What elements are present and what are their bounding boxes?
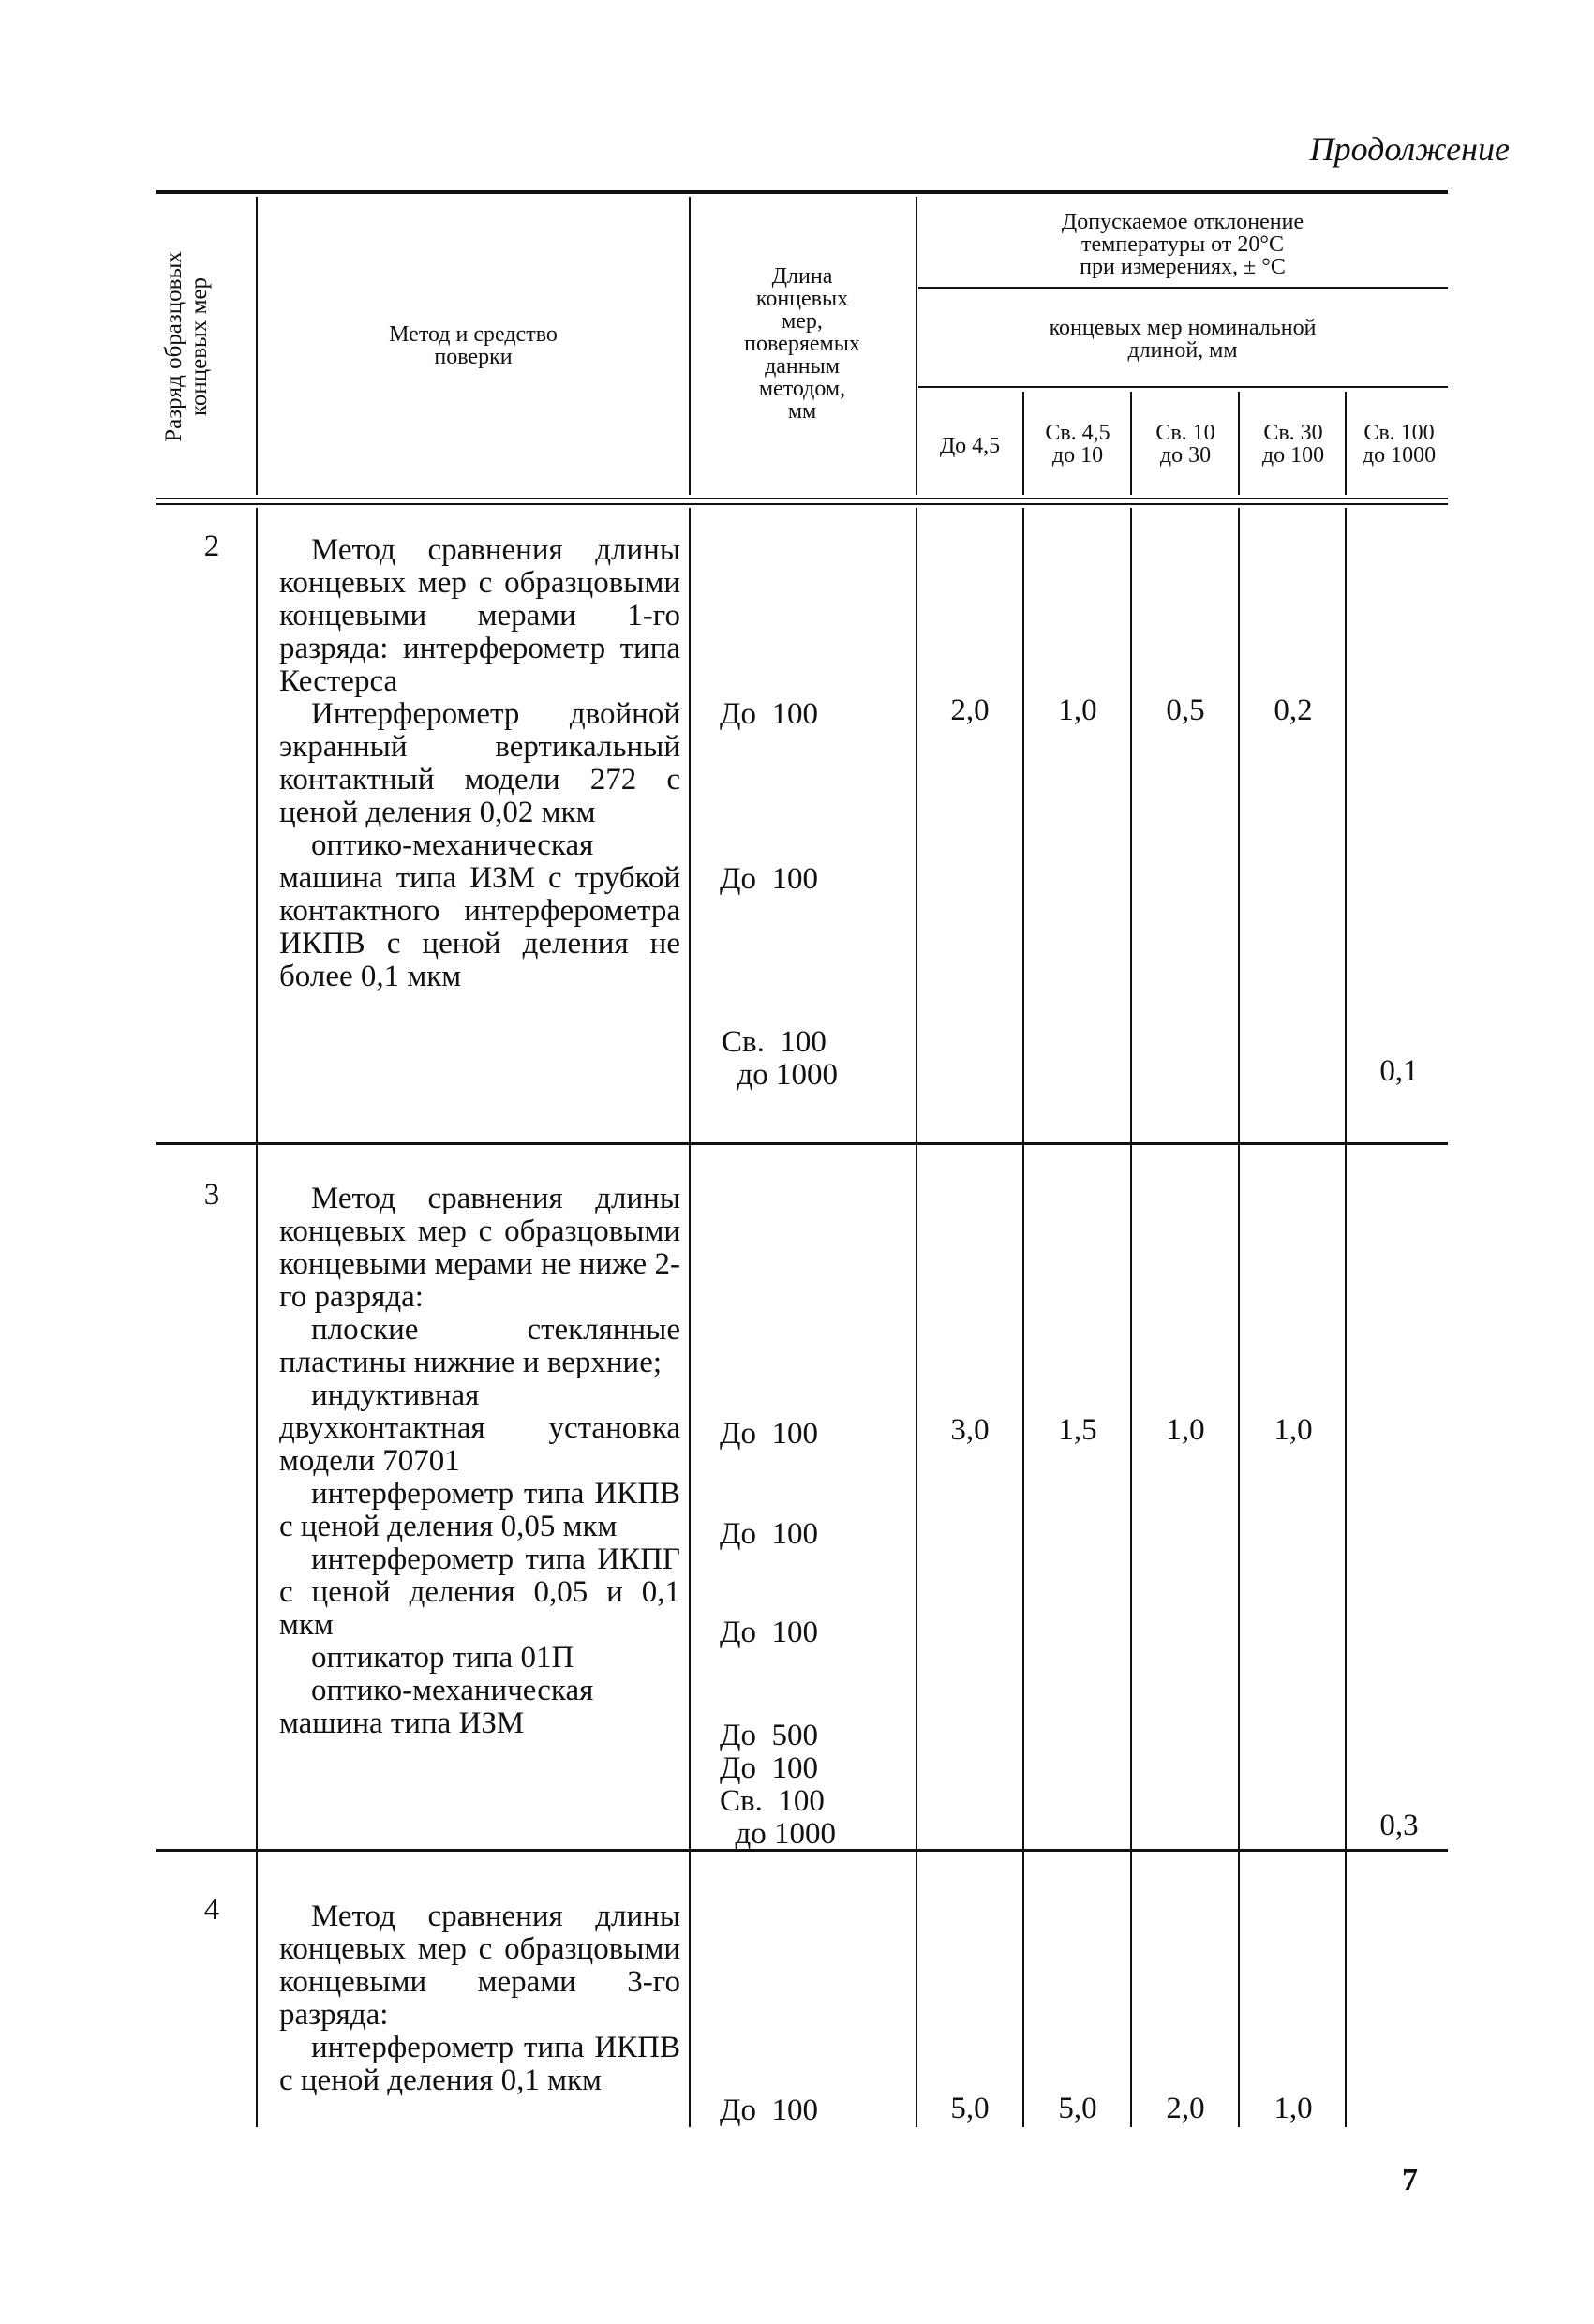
header-bottom-rule-a [156, 498, 1448, 499]
row-1-length-3: Св. 100 до 1000 [722, 1025, 839, 1092]
col-rule-1-body [256, 508, 258, 2127]
header-range-2: Св. 4,5 до 10 [1045, 421, 1110, 468]
row-3-method-p1: Метод сравнения длины концевых мер с образцовыми концевыми мерами 3-го разряда: [279, 1899, 680, 2032]
page-number: 7 [1402, 2163, 1418, 2197]
col-rule-3-header [916, 197, 917, 495]
header-range-3: Св. 10 до 30 [1155, 421, 1215, 468]
col-rule-2-body [689, 508, 691, 2127]
col-rule-2-header [689, 197, 691, 495]
row-2-method-p2: плоские стеклянные пластины нижние и верхние; [279, 1313, 680, 1379]
header-range-4: Св. 30 до 100 [1261, 421, 1325, 468]
row-1-method-p3: оптико-механическая машина типа ИЗМ с трубкой контактного интерферометра ИКПВ с ценой деления не более 0,1 мкм [279, 828, 680, 993]
row-3-value-4: 1,0 [1274, 2092, 1313, 2125]
row-2-value-5: 0,3 [1379, 1809, 1419, 1842]
subheader-rule-1 [918, 287, 1448, 289]
header-method: Метод и средство поверки [389, 322, 558, 369]
row-3-rank: 4 [203, 1893, 220, 1927]
page-heading: Продолжение [1309, 130, 1510, 168]
row-2-length-1: До 100 [720, 1417, 819, 1451]
row-3-method [279, 1900, 680, 2097]
header-nominal: концевых мер номинальной длиной, мм [1049, 316, 1317, 363]
row-2-method-p7: оптико-механическая машина типа ИЗМ [279, 1674, 594, 1740]
col-rule-5-body [1130, 508, 1132, 2127]
row-2-length-2: До 100 [720, 1517, 819, 1551]
row-3-method-p2: интерферометр типа ИКПВ с ценой деления 0,1 мкм [279, 2031, 680, 2097]
row-separator-1 [156, 1142, 1448, 1145]
row-3-value-3: 2,0 [1166, 2092, 1205, 2125]
row-1-value-3: 0,5 [1166, 693, 1205, 727]
row-1-length-2: До 100 [720, 862, 819, 896]
col-rule-4-body [1022, 508, 1024, 2127]
row-1-value-2: 1,0 [1058, 693, 1097, 727]
row-1-method [279, 534, 680, 993]
row-2-method-p6: оптикатор типа 01П [311, 1641, 574, 1675]
row-1-method-p2: Интерферометр двойной экранный вертикальный контактный модели 272 с ценой деления 0,02 мкм [279, 697, 680, 829]
row-2-length-3: До 100 [720, 1616, 819, 1649]
header-range-5: Св. 100 до 1000 [1362, 421, 1437, 468]
col-rule-1-header [256, 197, 258, 495]
row-2-method-p3: индуктивная двухконтактная установка модели 70701 [279, 1378, 680, 1478]
row-1-value-5: 0,1 [1379, 1054, 1419, 1088]
header-deviation: Допускаемое отклонение температуры от 20°С при измерениях, ± °С [1061, 210, 1304, 279]
row-3-value-1: 5,0 [950, 2092, 990, 2125]
col-rule-5-header [1130, 392, 1132, 495]
header-bottom-rule-b [156, 503, 1448, 505]
header-length: Длина концевых мер, поверяемых данным методом, мм [744, 264, 860, 424]
row-2-method-p5: интерферометр типа ИКПГ с ценой деления 0,05 и 0,1 мкм [279, 1542, 680, 1642]
row-2-method-p4: интерферометр типа ИКПВ с ценой деления 0,05 мкм [279, 1477, 680, 1543]
header-rank: Разряд образцовых концевых мер [161, 251, 212, 442]
col-rule-7-body [1345, 508, 1347, 2127]
table-top-rule [156, 190, 1448, 194]
row-2-rank: 3 [203, 1178, 220, 1212]
col-rule-3-body [916, 508, 917, 2127]
header-range-1: До 4,5 [939, 434, 1001, 458]
row-3-length-1: До 100 [720, 2093, 819, 2127]
row-1-method-p1: Метод сравнения длины концевых мер с образцовыми концевыми мерами 1-го разряда: интерферометр типа Кестерса [279, 533, 680, 698]
col-rule-6-header [1238, 392, 1240, 495]
row-1-rank: 2 [203, 529, 220, 563]
row-2-method-p1: Метод сравнения длины концевых мер с образцовыми концевыми мерами не ниже 2-го разряда: [279, 1182, 680, 1314]
row-3-value-2: 5,0 [1058, 2092, 1097, 2125]
row-2-value-1: 3,0 [950, 1413, 990, 1447]
row-2-value-3: 1,0 [1166, 1413, 1205, 1447]
subheader-rule-2 [918, 386, 1448, 388]
row-1-value-4: 0,2 [1274, 693, 1313, 727]
col-rule-6-body [1238, 508, 1240, 2127]
col-rule-4-header [1022, 392, 1024, 495]
row-2-method [279, 1183, 680, 1740]
row-2-value-4: 1,0 [1274, 1413, 1313, 1447]
row-2-value-2: 1,5 [1058, 1413, 1097, 1447]
row-1-value-1: 2,0 [950, 693, 990, 727]
row-2-length-4: До 500 До 100 Св. 100 до 1000 [720, 1719, 837, 1851]
row-1-length-1: До 100 [720, 697, 819, 731]
